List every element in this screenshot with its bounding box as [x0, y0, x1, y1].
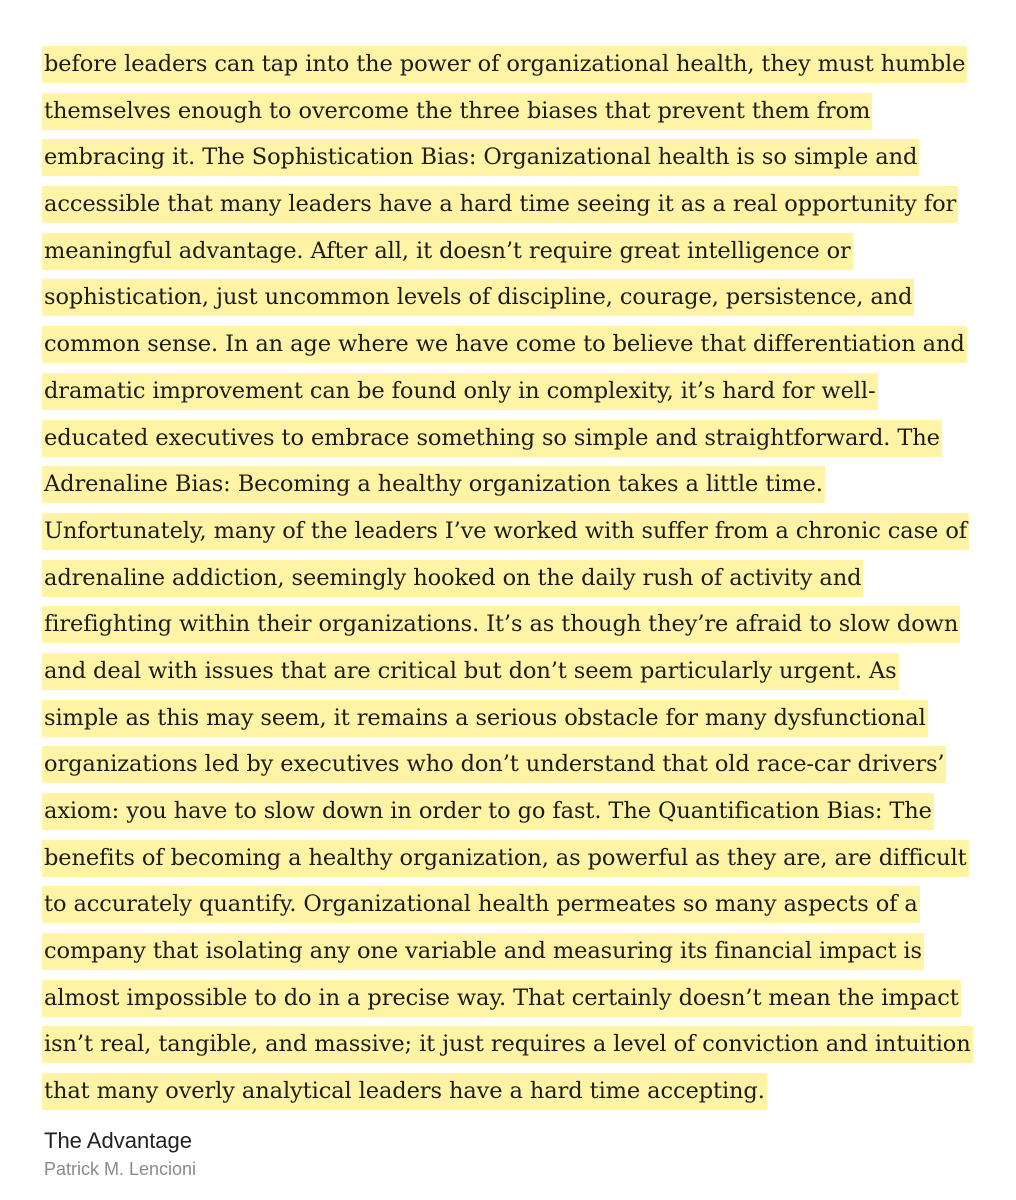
highlighted-text: dramatic improvement can be found only in complexity, it’s hard for well- — [42, 373, 878, 410]
highlighted-text: embracing it. The Sophistication Bias: Organizational health is so simple and — [42, 139, 919, 176]
quote-line — [42, 836, 982, 883]
quote-line — [42, 976, 982, 1023]
highlighted-text: company that isolating any one variable and measuring its financial impact is — [42, 933, 924, 970]
highlighted-text: organizations led by executives who don’t understand that old race-car drivers’ — [42, 746, 946, 783]
quote-line — [42, 696, 982, 743]
quote-line — [42, 416, 982, 463]
highlighted-text: to accurately quantify. Organizational health permeates so many aspects of a — [42, 886, 920, 923]
quote-line — [42, 789, 982, 836]
quote-line — [42, 742, 982, 789]
highlighted-text: and deal with issues that are critical but don’t seem particularly urgent. As — [42, 653, 899, 690]
quote-source — [44, 1126, 196, 1182]
highlighted-text: adrenaline addiction, seemingly hooked on the daily rush of activity and — [42, 560, 863, 597]
author-name: Patrick M. Lencioni — [44, 1159, 197, 1179]
highlighted-quote — [42, 42, 982, 1116]
quote-line — [42, 229, 982, 276]
highlighted-text: Adrenaline Bias: Becoming a healthy organization takes a little time. — [42, 466, 825, 503]
highlighted-text: meaningful advantage. After all, it doesn’t require great intelligence or — [42, 233, 853, 270]
quote-line — [42, 509, 982, 556]
quote-line — [42, 462, 982, 509]
highlighted-text: Unfortunately, many of the leaders I’ve worked with suffer from a chronic case of — [42, 513, 969, 550]
highlighted-text: almost impossible to do in a precise way. That certainly doesn’t mean the impact — [42, 980, 961, 1017]
highlighted-text: themselves enough to overcome the three biases that prevent them from — [42, 93, 872, 130]
quote-line — [42, 135, 982, 182]
quote-line — [42, 42, 982, 89]
quote-line — [42, 929, 982, 976]
quote-line — [42, 556, 982, 603]
highlighted-text: accessible that many leaders have a hard time seeing it as a real opportunity for — [42, 186, 958, 223]
quote-line — [42, 89, 982, 136]
highlighted-text: isn’t real, tangible, and massive; it just requires a level of conviction and intuition — [42, 1026, 973, 1063]
quote-line — [42, 602, 982, 649]
highlighted-text: that many overly analytical leaders have a hard time accepting. — [42, 1073, 767, 1110]
quote-line — [42, 1022, 982, 1069]
highlighted-text: simple as this may seem, it remains a serious obstacle for many dysfunctional — [42, 700, 928, 737]
highlighted-text: firefighting within their organizations. It’s as though they’re afraid to slow down — [42, 606, 960, 643]
quote-line — [42, 182, 982, 229]
book-title: The Advantage — [44, 1128, 193, 1153]
quote-line — [42, 649, 982, 696]
quote-line — [42, 1069, 982, 1116]
quote-line — [42, 322, 982, 369]
quote-line — [42, 369, 982, 416]
quote-line — [42, 882, 982, 929]
highlighted-text: sophistication, just uncommon levels of discipline, courage, persistence, and — [42, 279, 914, 316]
highlighted-text: common sense. In an age where we have come to believe that differentiation and — [42, 326, 967, 363]
highlighted-text: educated executives to embrace something so simple and straightforward. The — [42, 420, 942, 457]
quote-line — [42, 275, 982, 322]
highlighted-text: axiom: you have to slow down in order to go fast. The Quantification Bias: The — [42, 793, 934, 830]
highlighted-text: benefits of becoming a healthy organization, as powerful as they are, are difficult — [42, 840, 969, 877]
highlighted-text: before leaders can tap into the power of organizational health, they must humble — [42, 46, 967, 83]
